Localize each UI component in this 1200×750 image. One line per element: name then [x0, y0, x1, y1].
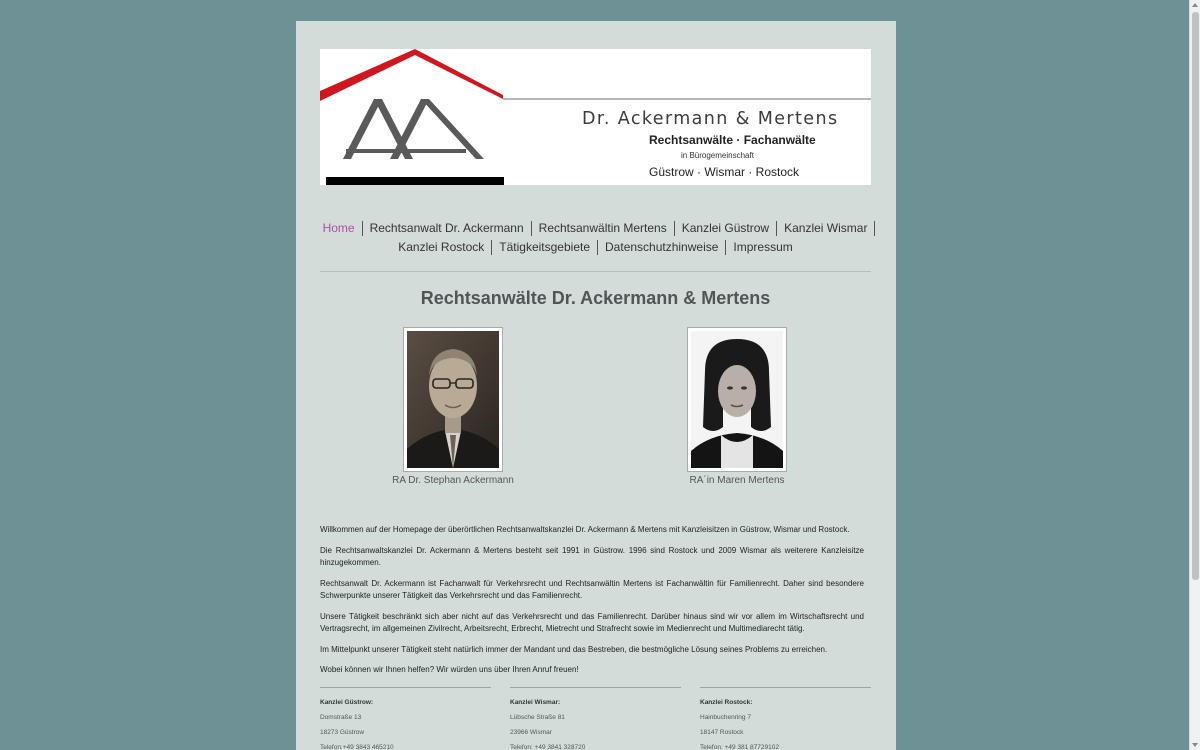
nav-item-datenschutz[interactable]: Datenschutzhinweise	[598, 240, 726, 255]
office-phone: Telefon: +49 3841 328720	[510, 744, 586, 750]
nav-item-mertens[interactable]: Rechtsanwältin Mertens	[532, 221, 675, 236]
office-street: Domstraße 13	[320, 714, 362, 721]
page-title: Rechtsanwälte Dr. Ackermann & Mertens	[420, 288, 771, 308]
scroll-down-icon[interactable]	[1192, 743, 1198, 747]
office-phone: Telefon: +49 381 87729102	[700, 744, 779, 750]
nav-item-guestrow[interactable]: Kanzlei Güstrow	[675, 221, 777, 236]
office-name: Kanzlei Rostock:	[700, 699, 753, 706]
header-banner	[320, 49, 871, 185]
caption-mertens: RA´in Maren Mertens	[689, 475, 785, 486]
nav-item-rostock[interactable]: Kanzlei Rostock	[391, 240, 492, 255]
nav-row-1	[320, 219, 871, 238]
firm-name: Dr. Ackermann & Mertens	[582, 109, 839, 129]
intro-text	[320, 524, 864, 685]
nav-item-impressum[interactable]: Impressum	[733, 240, 793, 254]
office-wismar	[510, 687, 681, 750]
nav-item-ackermann[interactable]: Rechtsanwalt Dr. Ackermann	[363, 221, 532, 236]
firm-subtitle: Rechtsanwälte · Fachanwälte	[649, 133, 816, 147]
nav-item-home[interactable]: Home	[316, 221, 363, 236]
office-phone: Telefon:+49 3843 465210	[320, 744, 394, 750]
caption-ackermann: RA Dr. Stephan Ackermann	[392, 475, 514, 486]
firm-cities: Güstrow · Wismar · Rostock	[649, 165, 800, 179]
page-scrollbar[interactable]	[1189, 0, 1200, 750]
office-name: Kanzlei Güstrow:	[320, 699, 374, 706]
photo-ackermann	[403, 327, 503, 472]
office-street: Lübsche Straße 81	[510, 714, 565, 721]
page-container	[296, 21, 896, 750]
office-street: Hainbuchenring 7	[700, 714, 751, 721]
photo-mertens	[687, 327, 787, 472]
nav-item-taetigkeitsgebiete[interactable]: Tätigkeitsgebiete	[492, 240, 598, 255]
paragraph-specialties: Rechtsanwalt Dr. Ackermann ist Fachanwalt für Verkehrsrecht und Rechtsanwältin Mertens ist Fachanwältin für Familienrecht. Daher sind besondere Schwerpunkte unserer Tätigkeit das Verkehrsrecht und das Familienrecht.	[320, 578, 864, 600]
portrait-man-icon	[407, 331, 499, 468]
firm-buro: in Bürogemeinschaft	[681, 151, 754, 160]
office-city: 18147 Rostock	[700, 729, 744, 736]
office-city: 23966 Wismar	[510, 729, 552, 736]
nav-row-2	[320, 238, 871, 257]
portrait-woman-icon	[691, 331, 783, 468]
paragraph-areas: Unsere Tätigkeit beschränkt sich aber nicht auf das Verkehrsrecht und das Familienrecht. Darüber hinaus sind wir vor allem im Wirtschaftsrecht und Vertragsrecht, im allgemeinen Zivilrecht, Arbeitsrecht, Erbrecht, Mietrecht und Strafrecht sowie im Medienrecht und Multimediarecht tätig.	[320, 611, 864, 633]
scroll-thumb[interactable]	[1192, 12, 1199, 580]
paragraph-history: Die Rechtsanwaltskanzlei Dr. Ackermann & Mertens besteht seit 1991 in Güstrow. 1996 sind Rostock und 2009 Wismar als weiterere Kanzleisitze hinzugekommen.	[320, 545, 864, 567]
header-divider	[320, 271, 871, 272]
office-rostock	[700, 687, 871, 750]
paragraph-focus: Im Mittelpunkt unserer Tätigkeit steht natürlich immer der Mandant und das Bestreben, die bestmögliche Lösung seines Problems zu erreichen.	[320, 644, 828, 654]
paragraph-contact: Wobei können wir Ihnen helfen? Wir würden uns über Ihren Anruf freuen!	[320, 665, 579, 674]
scroll-up-icon[interactable]	[1192, 3, 1198, 7]
office-name: Kanzlei Wismar:	[510, 699, 561, 706]
office-guestrow	[320, 687, 491, 750]
main-navigation	[320, 219, 871, 257]
nav-item-wismar[interactable]: Kanzlei Wismar	[777, 221, 875, 236]
paragraph-welcome: Willkommen auf der Homepage der überörtlichen Rechtsanwaltskanzlei Dr. Ackermann & Mertens mit Kanzleisitzen in Güstrow, Wismar und Rostock.	[320, 525, 850, 534]
office-city: 18273 Güstrow	[320, 729, 365, 736]
